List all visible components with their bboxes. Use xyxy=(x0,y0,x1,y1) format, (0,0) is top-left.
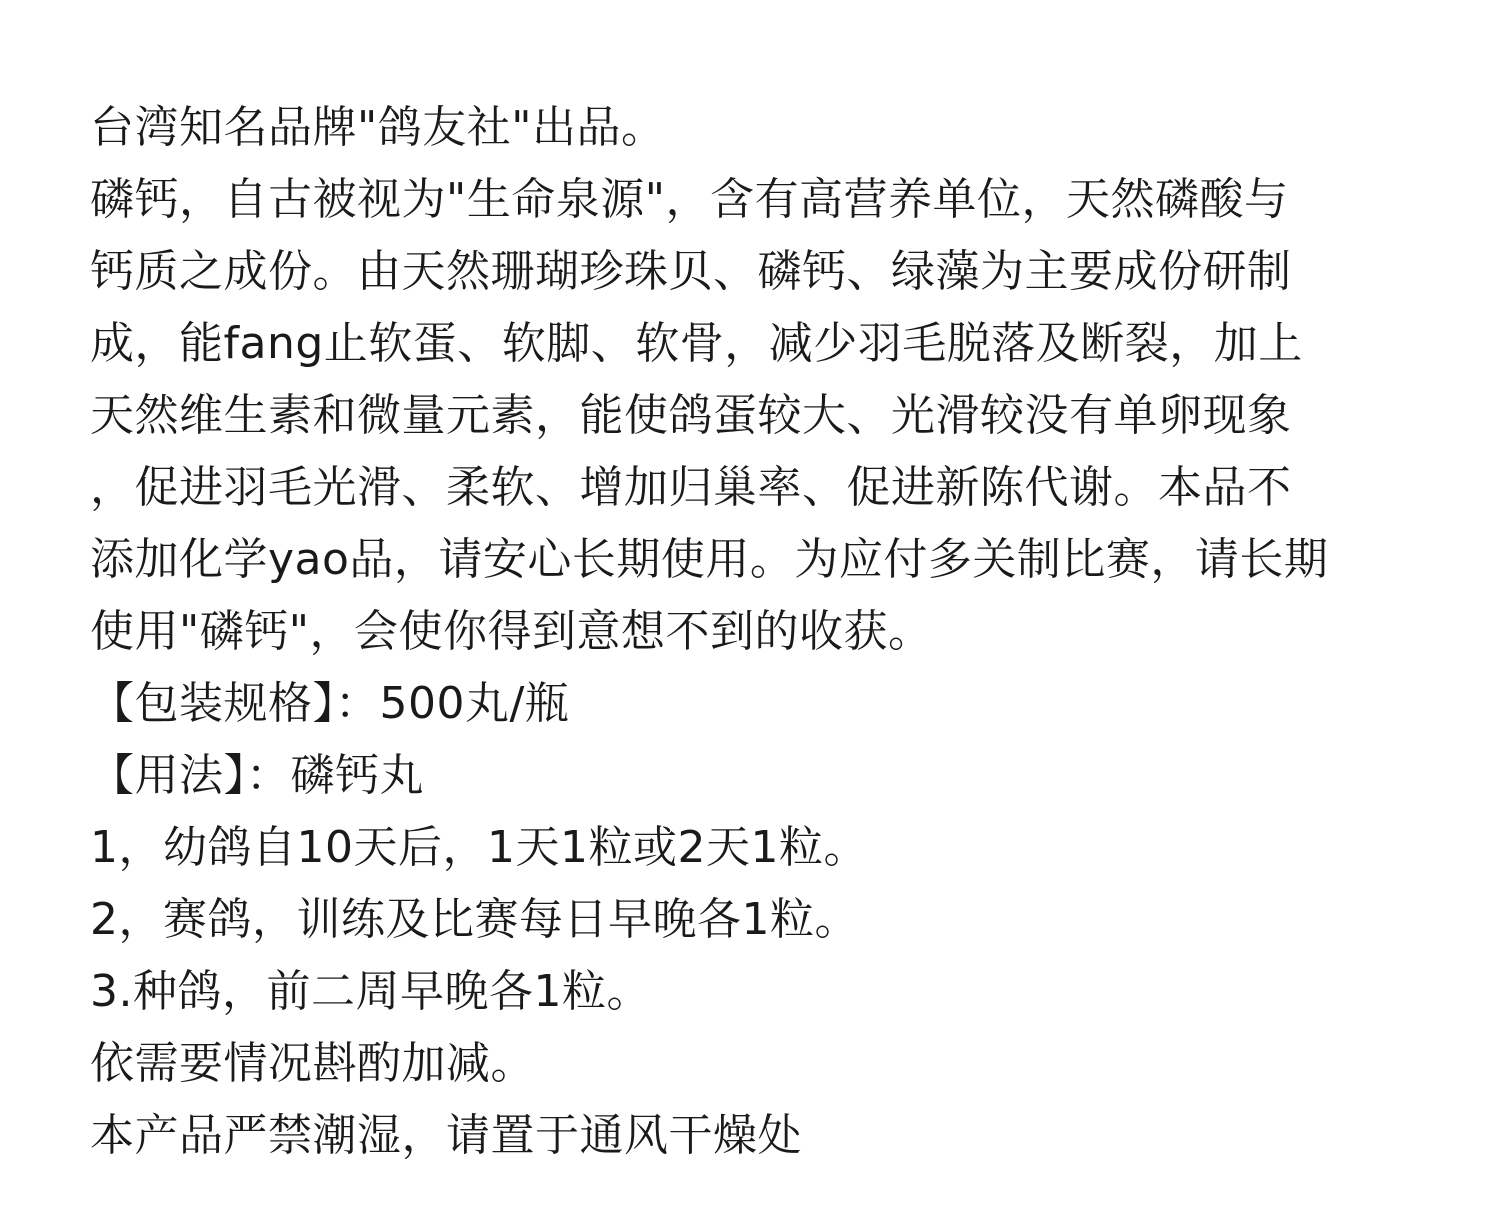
usage-heading: 【用法】：磷钙丸 xyxy=(90,750,424,801)
description-line-4: 天然维生素和微量元素，能使鸽蛋较大、光滑较没有单卵现象 xyxy=(90,390,1292,441)
description-line-3: 成，能fang止软蛋、软脚、软骨，减少羽毛脱落及断裂，加上 xyxy=(90,318,1303,369)
storage-note: 本产品严禁潮湿，请置于通风干燥处 xyxy=(90,1110,802,1161)
description-line-1: 磷钙，自古被视为"生命泉源"，含有高营养单位，天然磷酸与 xyxy=(90,174,1289,225)
description-line-7: 使用"磷钙"，会使你得到意想不到的收获。 xyxy=(90,606,933,657)
description-line-6: 添加化学yao品，请安心长期使用。为应付多关制比赛，请长期 xyxy=(90,534,1329,585)
usage-item-young: 1，幼鸽自10天后，1天1粒或2天1粒。 xyxy=(90,822,868,873)
brand-line: 台湾知名品牌"鸽友社"出品。 xyxy=(90,102,666,153)
usage-item-racing: 2，赛鸽，训练及比赛每日早晚各1粒。 xyxy=(90,894,859,945)
dosage-note: 依需要情况斟酌加减。 xyxy=(90,1038,535,1089)
product-description xyxy=(90,92,1420,1172)
usage-item-breeding: 3.种鸽，前二周早晚各1粒。 xyxy=(90,966,651,1017)
packaging-spec: 【包装规格】：500丸/瓶 xyxy=(90,678,570,729)
description-line-2: 钙质之成份。由天然珊瑚珍珠贝、磷钙、绿藻为主要成份研制 xyxy=(90,246,1292,297)
description-line-5: ，促进羽毛光滑、柔软、增加归巢率、促进新陈代谢。本品不 xyxy=(90,462,1292,513)
